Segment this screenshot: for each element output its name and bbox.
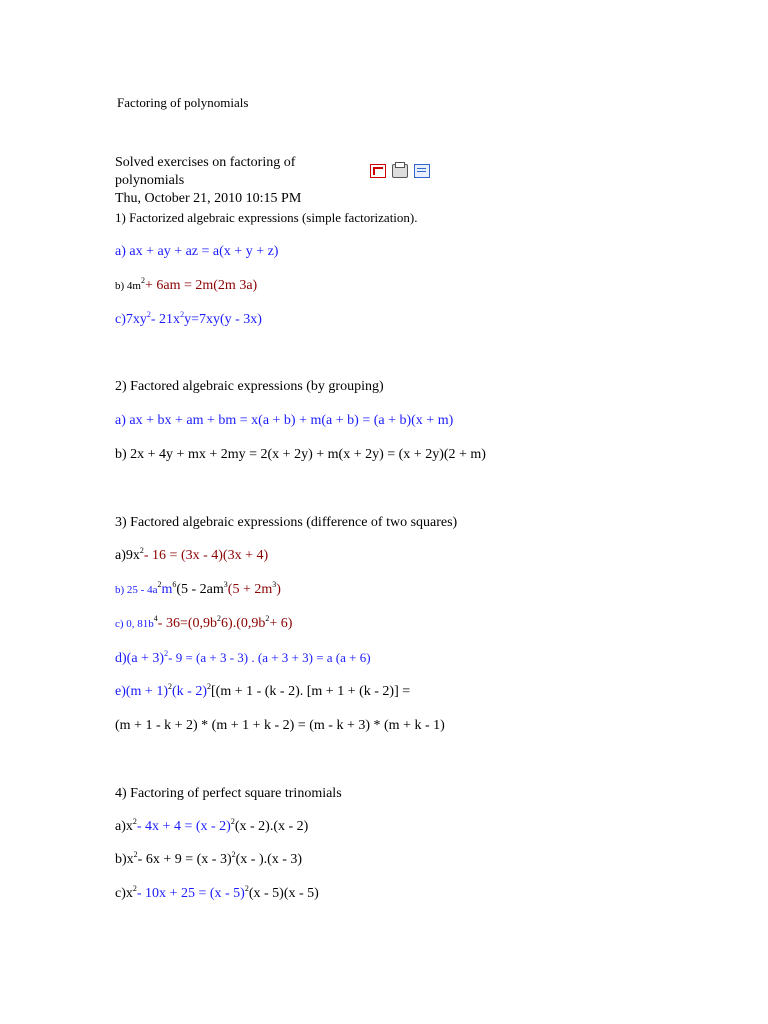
section-4-title: 4) Factoring of perfect square trinomials [115, 786, 342, 801]
s1-exercise-c [115, 312, 262, 328]
s1-b-rest: + 6am = 2m(2m 3a) [144, 278, 258, 293]
s3-d-part2: - 9 = (a + 3 - 3) . (a + 3 + 3) = a (a + 6) [168, 650, 371, 665]
s3-c-sup1: 4 [153, 614, 158, 623]
s3-exercise-b [115, 582, 281, 598]
s3-exercise-c [115, 616, 292, 632]
s1-c-part2: - 21x [150, 312, 181, 327]
s3-a-sup: 2 [139, 546, 144, 555]
heading-line-1: Solved exercises on factoring of [115, 155, 296, 170]
s4-a-part2: - 4x + 4 = (x - 2) [136, 819, 231, 834]
s3-b-part1: b) 25 - 4a [115, 584, 158, 596]
s4-b-part1: b)x [115, 852, 134, 867]
s3-b-part3: (5 - 2am [176, 582, 224, 597]
s3-d-sup: 2 [164, 649, 169, 658]
s1-b-sup: 2 [140, 276, 145, 285]
s4-a-part3: (x - 2).(x - 2) [234, 819, 309, 834]
action-icons [370, 164, 430, 178]
heading-line-2: polynomials [115, 173, 185, 188]
date-line: Thu, October 21, 2010 10:15 PM [115, 191, 302, 206]
s3-b-sup4: 3 [272, 580, 277, 589]
s3-b-sup3: 3 [223, 580, 228, 589]
s4-b-part3: (x - ).(x - 3) [235, 852, 303, 867]
s1-c-sup2: 2 [180, 310, 185, 319]
s4-b-sup2: 2 [231, 850, 236, 859]
s2-exercise-a: a) ax + bx + am + bm = x(a + b) + m(a + b) = (a + b)(x + m) [115, 413, 454, 428]
s3-b-part4: (5 + 2m [227, 582, 273, 597]
s3-b-part2: m [161, 582, 173, 597]
s3-e-part1: e)(m + 1) [115, 684, 168, 699]
s3-c-part1: c) 0, 81b [115, 618, 154, 630]
email-icon[interactable] [414, 164, 430, 178]
s3-b-part5: ) [276, 582, 281, 597]
s4-c-part3: (x - 5)(x - 5) [248, 886, 319, 901]
s3-exercise-d [115, 650, 371, 667]
section-1-title: 1) Factorized algebraic expressions (simple factorization). [115, 210, 418, 225]
s3-c-sup3: 2 [265, 614, 270, 623]
print-icon[interactable] [392, 164, 408, 178]
s4-b-sup1: 2 [133, 850, 138, 859]
s4-a-sup2: 2 [230, 817, 235, 826]
s3-a-part1: a)9x [115, 548, 140, 563]
s4-exercise-c [115, 886, 319, 902]
s3-exercise-e [115, 684, 410, 700]
s4-a-part1: a)x [115, 819, 133, 834]
s4-c-part2: - 10x + 25 = (x - 5) [136, 886, 245, 901]
s3-e-sup2: 2 [207, 682, 211, 691]
s4-c-sup2: 2 [244, 884, 249, 893]
section-3-title: 3) Factored algebraic expressions (difference of two squares) [115, 515, 458, 530]
s3-c-sup2: 2 [217, 614, 222, 623]
s3-c-part2: - 36=(0,9b [157, 616, 218, 631]
s2-exercise-b: b) 2x + 4y + mx + 2my = 2(x + 2y) + m(x + 2y) = (x + 2y)(2 + m) [115, 447, 486, 462]
s1-c-sup1: 2 [146, 310, 151, 319]
s4-exercise-b [115, 852, 302, 868]
s3-exercise-e-line2: (m + 1 - k + 2) * (m + 1 + k - 2) = (m - k + 3) * (m + k - 1) [115, 718, 445, 733]
s1-exercise-a: a) ax + ay + az = a(x + y + z) [115, 244, 279, 259]
s3-exercise-a [115, 548, 268, 564]
pdf-icon[interactable] [370, 164, 386, 178]
s3-e-sup1: 2 [168, 682, 172, 691]
s1-c-part3: y=7xy(y - 3x) [184, 312, 262, 327]
s3-c-part3: 6).(0,9b [221, 616, 266, 631]
s3-e-part3: [(m + 1 - (k - 2). [m + 1 + (k - 2)] = [211, 684, 411, 699]
s1-c-part1: c)7xy [115, 312, 147, 327]
s3-e-part2: (k - 2) [172, 684, 207, 699]
section-2-title: 2) Factored algebraic expressions (by grouping) [115, 379, 384, 394]
s4-a-sup1: 2 [132, 817, 137, 826]
s3-c-part4: + 6) [269, 616, 293, 631]
s4-b-part2: - 6x + 9 = (x - 3) [137, 852, 232, 867]
doc-title: Factoring of polynomials [117, 95, 249, 110]
s4-exercise-a [115, 819, 308, 835]
s3-b-sup1: 2 [157, 580, 162, 589]
s4-c-sup1: 2 [132, 884, 137, 893]
s3-b-sup2: 6 [172, 580, 177, 589]
s3-a-part2: - 16 = (3x - 4)(3x + 4) [143, 548, 269, 563]
s3-d-part1: d)(a + 3) [115, 651, 165, 666]
s1-exercise-b [115, 278, 257, 294]
s1-b-prefix: b) 4m [115, 280, 141, 292]
s4-c-part1: c)x [115, 886, 133, 901]
